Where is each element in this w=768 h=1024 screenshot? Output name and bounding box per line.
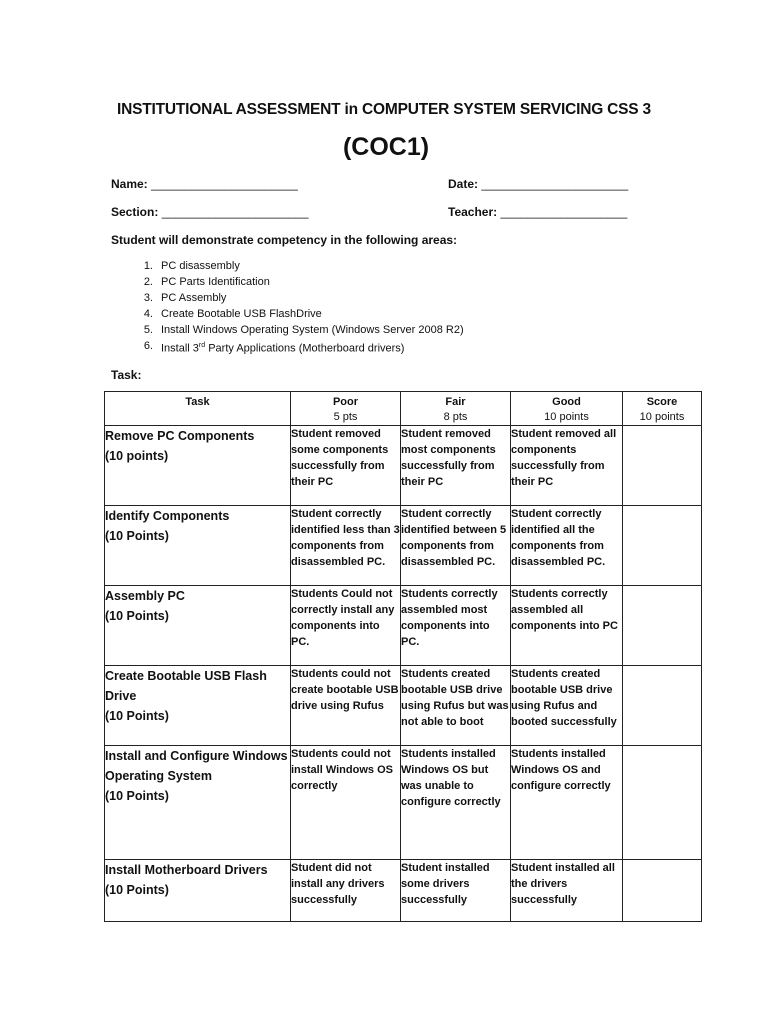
score-cell[interactable] [623, 746, 702, 860]
fair-cell: Students correctly assembled most components into PC. [401, 586, 511, 666]
page-title: INSTITUTIONAL ASSESSMENT in COMPUTER SYSTEM SERVICING CSS 3 [117, 101, 651, 118]
table-row [105, 666, 702, 746]
good-cell: Students created bootable USB drive using Rufus and booted successfully [511, 666, 623, 746]
list-item: 1. PC disassembly [143, 260, 240, 272]
name-blank: ______________________ [151, 177, 298, 191]
task-cell: Install Motherboard Drivers (10 Points) [105, 860, 291, 922]
list-item: 3. PC Assembly [143, 292, 227, 304]
poor-cell: Student correctly identified less than 3 components from disassembled PC. [291, 506, 401, 586]
header-poor: Poor 5 pts [291, 392, 401, 426]
task-cell: Create Bootable USB Flash Drive (10 Points) [105, 666, 291, 746]
poor-cell: Student did not install any drivers successfully [291, 860, 401, 922]
section-label: Section: [111, 205, 159, 219]
table-header-row [105, 392, 702, 426]
competency-intro: Student will demonstrate competency in the following areas: [111, 233, 458, 247]
score-cell[interactable] [623, 666, 702, 746]
header-fair: Fair 8 pts [401, 392, 511, 426]
list-item: 2. PC Parts Identification [143, 276, 270, 288]
poor-cell: Students could not create bootable USB drive using Rufus [291, 666, 401, 746]
task-cell: Install and Configure Windows Operating System (10 Points) [105, 746, 291, 860]
task-cell: Remove PC Components (10 points) [105, 426, 291, 506]
good-cell: Student correctly identified all the components from disassembled PC. [511, 506, 623, 586]
table-row [105, 586, 702, 666]
score-cell[interactable] [623, 860, 702, 922]
name-field [111, 177, 298, 191]
table-row [105, 506, 702, 586]
date-field [448, 177, 628, 191]
header-task: Task [105, 392, 291, 426]
fair-cell: Students installed Windows OS but was unable to configure correctly [401, 746, 511, 860]
good-cell: Student installed all the drivers successfully [511, 860, 623, 922]
list-item: 5. Install Windows Operating System (Windows Server 2008 R2) [143, 324, 464, 336]
teacher-blank: ___________________ [500, 205, 628, 219]
section-blank: ______________________ [161, 205, 309, 219]
task-heading: Task: [111, 368, 142, 382]
score-cell[interactable] [623, 506, 702, 586]
competency-list [128, 258, 464, 357]
table-row [105, 426, 702, 506]
header-good: Good 10 points [511, 392, 623, 426]
date-label: Date: [448, 177, 479, 191]
table-row [105, 746, 702, 860]
list-item: 4. Create Bootable USB FlashDrive [143, 308, 322, 320]
good-cell: Students installed Windows OS and configure correctly [511, 746, 623, 860]
rubric-table [104, 391, 702, 922]
teacher-field [448, 205, 627, 219]
fair-cell: Students created bootable USB drive using Rufus but was not able to boot [401, 666, 511, 746]
poor-cell: Student removed some components successfully from their PC [291, 426, 401, 506]
fair-cell: Student correctly identified between 5 components from disassembled PC. [401, 506, 511, 586]
poor-cell: Students Could not correctly install any components into PC. [291, 586, 401, 666]
fair-cell: Student installed some drivers successfully [401, 860, 511, 922]
section-field [111, 205, 309, 219]
name-label: Name: [111, 177, 148, 191]
page-subtitle: (COC1) [342, 133, 430, 161]
good-cell: Students correctly assembled all components into PC [511, 586, 623, 666]
date-blank: ______________________ [481, 177, 629, 191]
good-cell: Student removed all components successfully from their PC [511, 426, 623, 506]
score-cell[interactable] [623, 426, 702, 506]
score-cell[interactable] [623, 586, 702, 666]
list-item: 6. Install 3rd Party Applications (Motherboard drivers) [143, 340, 405, 355]
header-score: Score 10 points [623, 392, 702, 426]
table-row [105, 860, 702, 922]
task-cell: Identify Components (10 Points) [105, 506, 291, 586]
fair-cell: Student removed most components successfully from their PC [401, 426, 511, 506]
poor-cell: Students could not install Windows OS correctly [291, 746, 401, 860]
task-cell: Assembly PC (10 Points) [105, 586, 291, 666]
teacher-label: Teacher: [448, 205, 498, 219]
